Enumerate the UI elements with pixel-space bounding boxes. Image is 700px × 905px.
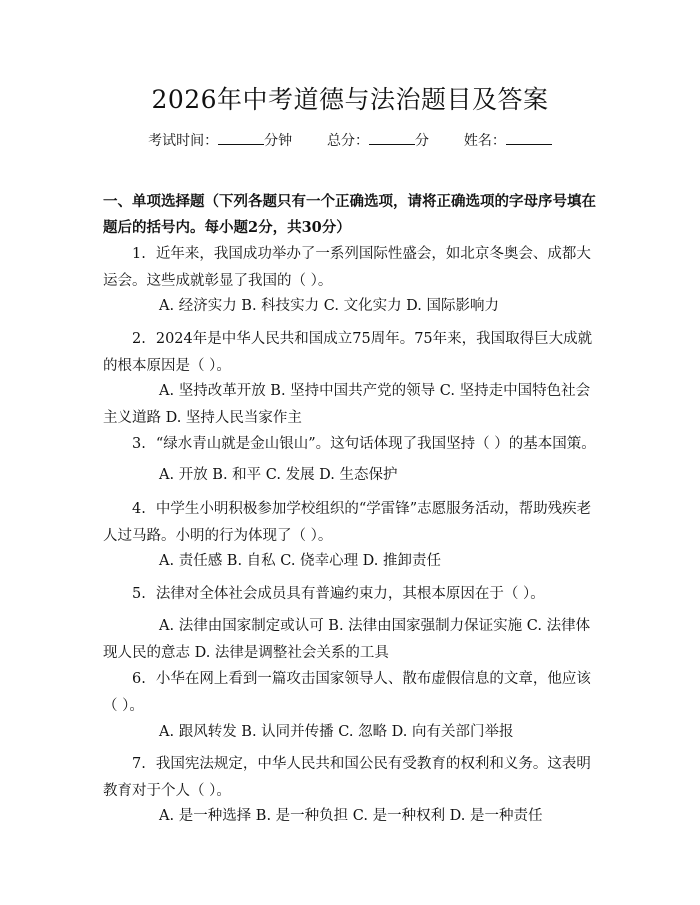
exam-time-unit: 分钟 [264,133,293,149]
question-number: 1. [132,246,146,262]
question-number: 4. [132,501,146,517]
total-score-field [327,131,429,151]
question-number: 6. [132,671,146,687]
question-options: A. 坚持改革开放 B. 坚持中国共产党的领导 C. 坚持走中国特色社会主义道路 D. 坚持人民当家作主 [103,383,591,426]
exam-meta-line [0,131,700,151]
question-number: 3. [132,436,146,452]
question-stem: “绿水青山就是金山银山”。这句话体现了我国坚持（ ）的基本国策。 [155,436,596,452]
student-name-label: 姓名： [463,133,506,149]
question-stem: 我国宪法规定，中华人民共和国公民有受教育的权利和义务。这表明教育对于个人（ ）。 [103,756,591,799]
question-stem: 2024年是中华人民共和国成立75周年。75年来，我国取得巨大成就的根本原因是（ ）。 [103,331,593,374]
total-score-blank [369,131,415,145]
student-name-blank [506,131,552,145]
question-text [103,431,598,458]
question-number: 2. [132,331,146,347]
question-options: A. 经济实力 B. 科技实力 C. 文化实力 D. 国际影响力 [159,298,500,314]
question-options: A. 是一种选择 B. 是一种负担 C. 是一种权利 D. 是一种责任 [159,808,543,824]
exam-time-blank [218,131,264,145]
question-text [103,241,598,295]
question-stem: 近年来，我国成功举办了一系列国际性盛会，如北京冬奥会、成都大运会。这些成就彰显了我国的（ ）。 [103,246,591,289]
question-options: A. 开放 B. 和平 C. 发展 D. 生态保护 [159,467,398,483]
question-text [103,751,598,805]
question-stem: 法律对全体社会成员具有普遍约束力，其根本原因在于（ ）。 [155,586,545,602]
total-score-unit: 分 [415,133,429,149]
question-options: A. 法律由国家制定或认可 B. 法律由国家强制力保证实施 C. 法律体现人民的意志 D. 法律是调整社会关系的工具 [103,618,591,661]
total-score-label: 总分： [327,133,369,149]
question-text [103,581,598,608]
question-text [103,326,598,380]
question-options: A. 跟风转发 B. 认同并传播 C. 忽略 D. 向有关部门举报 [159,724,514,740]
question-stem: 中学生小明积极参加学校组织的“学雷锋”志愿服务活动，帮助残疾老人过马路。小明的行为体现了（ ）。 [103,501,592,544]
student-name-field [464,131,552,151]
question-text [103,666,598,720]
document-title: 2026年中考道德与法治题目及答案 [151,85,549,114]
question-options: A. 责任感 B. 自私 C. 侥幸心理 D. 推卸责任 [159,553,442,569]
question-number: 5. [132,586,146,602]
exam-time-field [148,131,292,151]
question-text [103,496,598,550]
question-stem: 小华在网上看到一篇攻击国家领导人、散布虚假信息的文章，他应该（ ）。 [103,671,591,714]
section-heading: 一、单项选择题（下列各题只有一个正确选项，请将正确选项的字母序号填在题后的括号内。每小题2分，共30分） [103,193,596,236]
exam-time-label: 考试时间： [148,133,219,149]
question-number: 7. [132,756,146,772]
